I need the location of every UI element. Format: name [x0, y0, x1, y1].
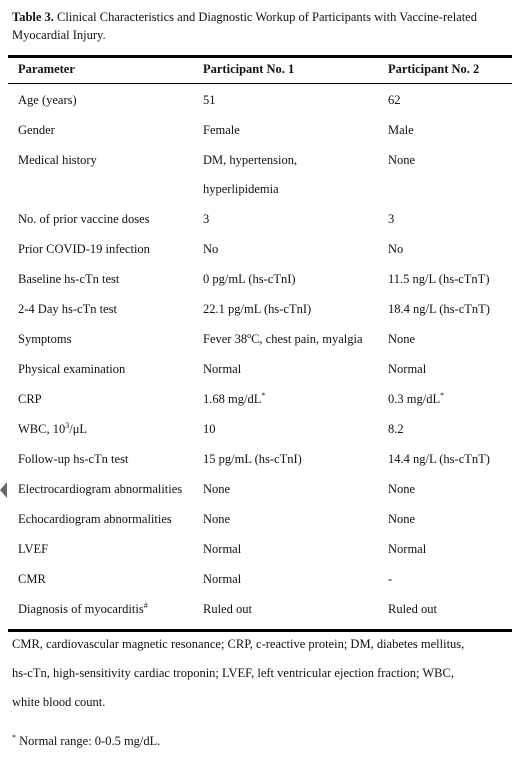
- row-day-test-p2: 18.4 ng/L (hs-cTnT): [388, 302, 490, 316]
- degree-sup: o: [247, 330, 252, 340]
- normal-asterisk: *: [12, 732, 16, 742]
- row-exam-p1: Normal: [203, 362, 242, 376]
- normal-range-text: Normal range: 0-0.5 mg/dL.: [16, 734, 161, 748]
- row-gender-p1: Female: [203, 123, 240, 137]
- bottom-rule: [8, 629, 512, 632]
- header-rule: [8, 83, 512, 84]
- symptoms-rest: C, chest pain, myalgia: [251, 332, 363, 346]
- row-baseline-param: Baseline hs-cTn test: [18, 272, 120, 286]
- row-gender-param: Gender: [18, 123, 55, 137]
- row-lvef-p1: Normal: [203, 542, 242, 556]
- row-day-test-param: 2-4 Day hs-cTn test: [18, 302, 117, 316]
- row-echo-p2: None: [388, 512, 416, 526]
- table-label: Table 3.: [12, 10, 54, 24]
- header-participant-1: Participant No. 1: [203, 62, 295, 76]
- row-baseline-p1: 0 pg/mL (hs-cTnI): [203, 272, 296, 286]
- row-age-p1: 51: [203, 93, 216, 107]
- row-followup-p2: 14.4 ng/L (hs-cTnT): [388, 452, 490, 466]
- row-doses-p2: 3: [388, 212, 395, 226]
- row-diagnosis-p2: Ruled out: [388, 602, 437, 616]
- crp-p1-asterisk: *: [261, 390, 266, 400]
- row-covid-param: Prior COVID-19 infection: [18, 242, 150, 256]
- wbc-unit: /μL: [69, 422, 88, 436]
- row-exam-param: Physical examination: [18, 362, 126, 376]
- row-gender-p2: Male: [388, 123, 414, 137]
- row-wbc-p2: 8.2: [388, 422, 404, 436]
- row-cmr-p2: -: [388, 572, 393, 586]
- row-lvef-p2: Normal: [388, 542, 427, 556]
- header-parameter: Parameter: [18, 62, 75, 76]
- row-diagnosis-param: [18, 595, 148, 624]
- row-followup-p1: 15 pg/mL (hs-cTnI): [203, 452, 302, 466]
- wbc-exponent: 3: [65, 420, 70, 430]
- row-baseline-p2: 11.5 ng/L (hs-cTnT): [388, 272, 490, 286]
- row-followup-param: Follow-up hs-cTn test: [18, 452, 129, 466]
- row-cmr-param: CMR: [18, 572, 46, 586]
- row-crp-p1: [203, 385, 265, 414]
- row-echo-p1: None: [203, 512, 231, 526]
- diagnosis-hash: #: [143, 600, 148, 610]
- header-participant-2: Participant No. 2: [388, 62, 480, 76]
- diagnosis-label: Diagnosis of myocarditis: [18, 602, 144, 616]
- crp-p1-value: 1.68 mg/dL: [203, 392, 262, 406]
- row-crp-p2: [388, 385, 444, 414]
- row-history-p2: None: [388, 153, 416, 167]
- table-title: Clinical Characteristics and Diagnostic Workup of Participants with Vaccine-related Myocardial Injury.: [12, 10, 477, 42]
- row-ecg-param: Electrocardiogram abnormalities: [18, 482, 183, 496]
- row-covid-p1: No: [203, 242, 219, 256]
- wbc-label: WBC, 10: [18, 422, 66, 436]
- row-echo-param: Echocardiogram abnormalities: [18, 512, 172, 526]
- row-symptoms-p1: [203, 325, 363, 354]
- row-age-p2: 62: [388, 93, 401, 107]
- row-doses-p1: 3: [203, 212, 210, 226]
- left-arrow-icon: [0, 482, 7, 498]
- row-symptoms-param: Symptoms: [18, 332, 72, 346]
- abbreviations-line-3: white blood count.: [12, 695, 106, 709]
- row-day-test-p1: 22.1 pg/mL (hs-cTnI): [203, 302, 312, 316]
- row-symptoms-p2: None: [388, 332, 416, 346]
- top-rule: [8, 55, 512, 58]
- row-diagnosis-p1: Ruled out: [203, 602, 252, 616]
- abbreviations-line-2: hs-cTn, high-sensitivity cardiac troponin; LVEF, left ventricular ejection fraction; WBC,: [12, 666, 454, 680]
- row-wbc-p1: 10: [203, 422, 216, 436]
- abbreviations-line-1: CMR, cardiovascular magnetic resonance; CRP, c-reactive protein; DM, diabetes mellitus,: [12, 637, 465, 651]
- normal-range-note: [12, 732, 160, 750]
- crp-p2-value: 0.3 mg/dL: [388, 392, 441, 406]
- symptoms-fever: Fever 38: [203, 332, 248, 346]
- table-caption: [12, 8, 512, 44]
- row-history-p1: DM, hypertension,: [203, 153, 298, 167]
- row-history-p1-cont: hyperlipidemia: [203, 182, 279, 196]
- row-age-param: Age (years): [18, 93, 77, 107]
- row-ecg-p2: None: [388, 482, 416, 496]
- row-covid-p2: No: [388, 242, 404, 256]
- crp-p2-asterisk: *: [440, 390, 445, 400]
- row-wbc-param: [18, 415, 87, 444]
- row-lvef-param: LVEF: [18, 542, 49, 556]
- row-doses-param: No. of prior vaccine doses: [18, 212, 150, 226]
- row-ecg-p1: None: [203, 482, 231, 496]
- row-crp-param: CRP: [18, 392, 42, 406]
- row-exam-p2: Normal: [388, 362, 427, 376]
- row-cmr-p1: Normal: [203, 572, 242, 586]
- row-history-param: Medical history: [18, 153, 97, 167]
